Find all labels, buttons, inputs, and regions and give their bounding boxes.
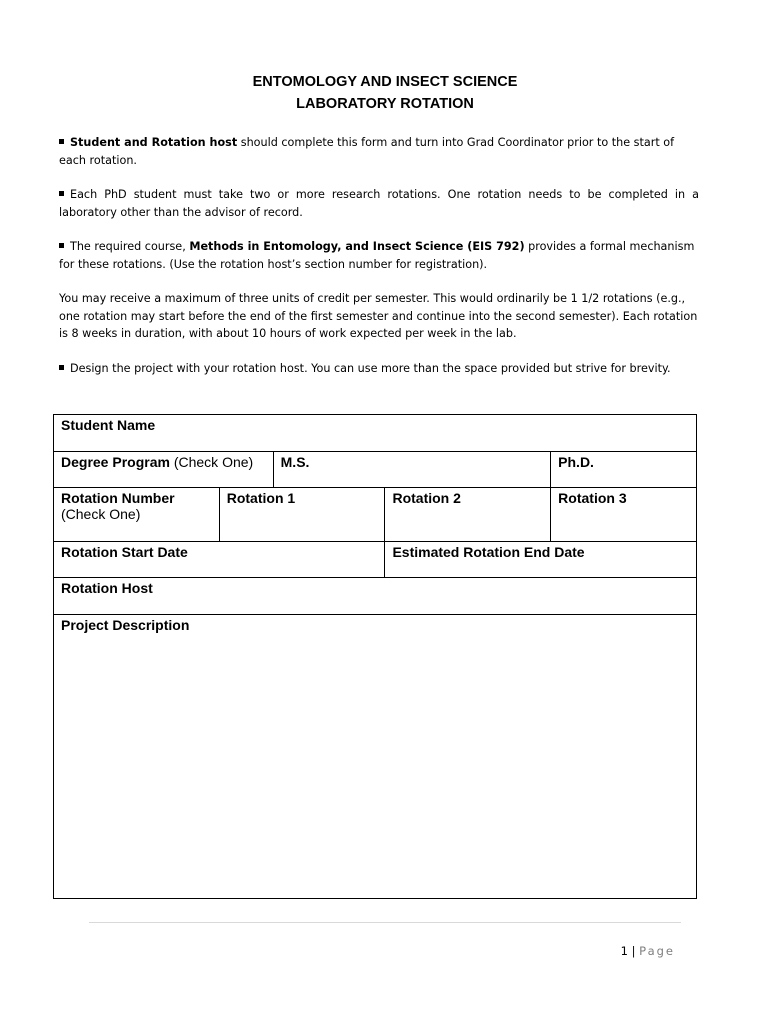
rotation-host-field[interactable] xyxy=(54,578,697,615)
rotation-host-row xyxy=(54,578,697,615)
instruction-3-pre: The required course, xyxy=(70,240,190,253)
phd-option[interactable] xyxy=(551,452,697,488)
degree-program-label: Degree Program xyxy=(61,454,170,470)
instruction-paragraph-2 xyxy=(59,186,699,221)
rotation-2-option[interactable] xyxy=(385,488,551,542)
degree-check-one-label: (Check One) xyxy=(173,454,254,470)
bullet-icon xyxy=(59,243,64,248)
page-footer xyxy=(621,944,675,958)
student-name-field[interactable] xyxy=(54,415,697,452)
degree-program-row xyxy=(54,452,697,488)
instruction-paragraph-5 xyxy=(59,360,699,378)
ms-label: M.S. xyxy=(280,454,310,470)
instruction-3-text: provides a formal mechanism for these rotations. (Use the rotation host’s section number for registration). xyxy=(59,240,695,271)
rotation-check-one-label: (Check One) xyxy=(61,506,141,522)
bullet-icon xyxy=(59,365,64,370)
rotation-2-label: Rotation 2 xyxy=(392,490,461,506)
start-date-label: Rotation Start Date xyxy=(61,544,188,560)
project-description-field[interactable] xyxy=(54,615,697,899)
student-name-label: Student Name xyxy=(61,417,156,433)
instruction-paragraph-3 xyxy=(59,238,699,273)
instruction-paragraph-4: You may receive a maximum of three units of credit per semester. This would ordinarily be 1 1/2 rotations (e.g., one rotation may start before the end of the first semester and continue into the second semester). Each rotation is 8 weeks in duration, with about 10 hours of work expected per week in the lab. xyxy=(59,292,698,340)
instruction-1-bold: Student and Rotation host xyxy=(70,136,238,149)
start-date-field[interactable] xyxy=(54,542,385,578)
project-description-label: Project Description xyxy=(61,617,190,633)
project-description-row xyxy=(54,615,697,899)
title-line-1: ENTOMOLOGY AND INSECT SCIENCE xyxy=(252,74,518,90)
footer-divider xyxy=(89,922,681,923)
rotation-1-label: Rotation 1 xyxy=(226,490,296,506)
rotation-number-label: Rotation Number xyxy=(61,490,175,506)
page-word: Page xyxy=(639,944,675,958)
title-line-2: LABORATORY ROTATION xyxy=(296,96,474,112)
end-date-label: Estimated Rotation End Date xyxy=(392,544,585,560)
instruction-paragraph-1 xyxy=(59,134,699,169)
dates-row xyxy=(54,542,697,578)
document-title xyxy=(0,71,770,115)
degree-program-cell xyxy=(54,452,274,488)
rotation-host-label: Rotation Host xyxy=(61,580,153,596)
rotation-number-row xyxy=(54,488,697,542)
page-separator: | xyxy=(627,944,640,958)
rotation-3-option[interactable] xyxy=(551,488,697,542)
instruction-1-text: should complete this form and turn into Grad Coordinator prior to the start of each rotation. xyxy=(59,136,675,167)
course-name: Methods in Entomology, and Insect Science (EIS 792) xyxy=(189,240,525,253)
rotation-form-table xyxy=(53,414,697,899)
end-date-field[interactable] xyxy=(385,542,697,578)
phd-label: Ph.D. xyxy=(558,454,594,470)
ms-option[interactable] xyxy=(273,452,551,488)
page-number: 1 xyxy=(620,944,628,958)
instruction-2-text: Each PhD student must take two or more research rotations. One rotation needs to be completed in a laboratory other than the advisor of record. xyxy=(59,188,699,219)
instruction-5-text: Design the project with your rotation host. You can use more than the space provided but strive for brevity. xyxy=(70,362,671,375)
bullet-icon xyxy=(59,191,64,196)
rotation-1-option[interactable] xyxy=(219,488,385,542)
bullet-icon xyxy=(59,139,64,144)
rotation-3-label: Rotation 3 xyxy=(558,490,627,506)
student-name-row xyxy=(54,415,697,452)
rotation-number-cell xyxy=(54,488,220,542)
